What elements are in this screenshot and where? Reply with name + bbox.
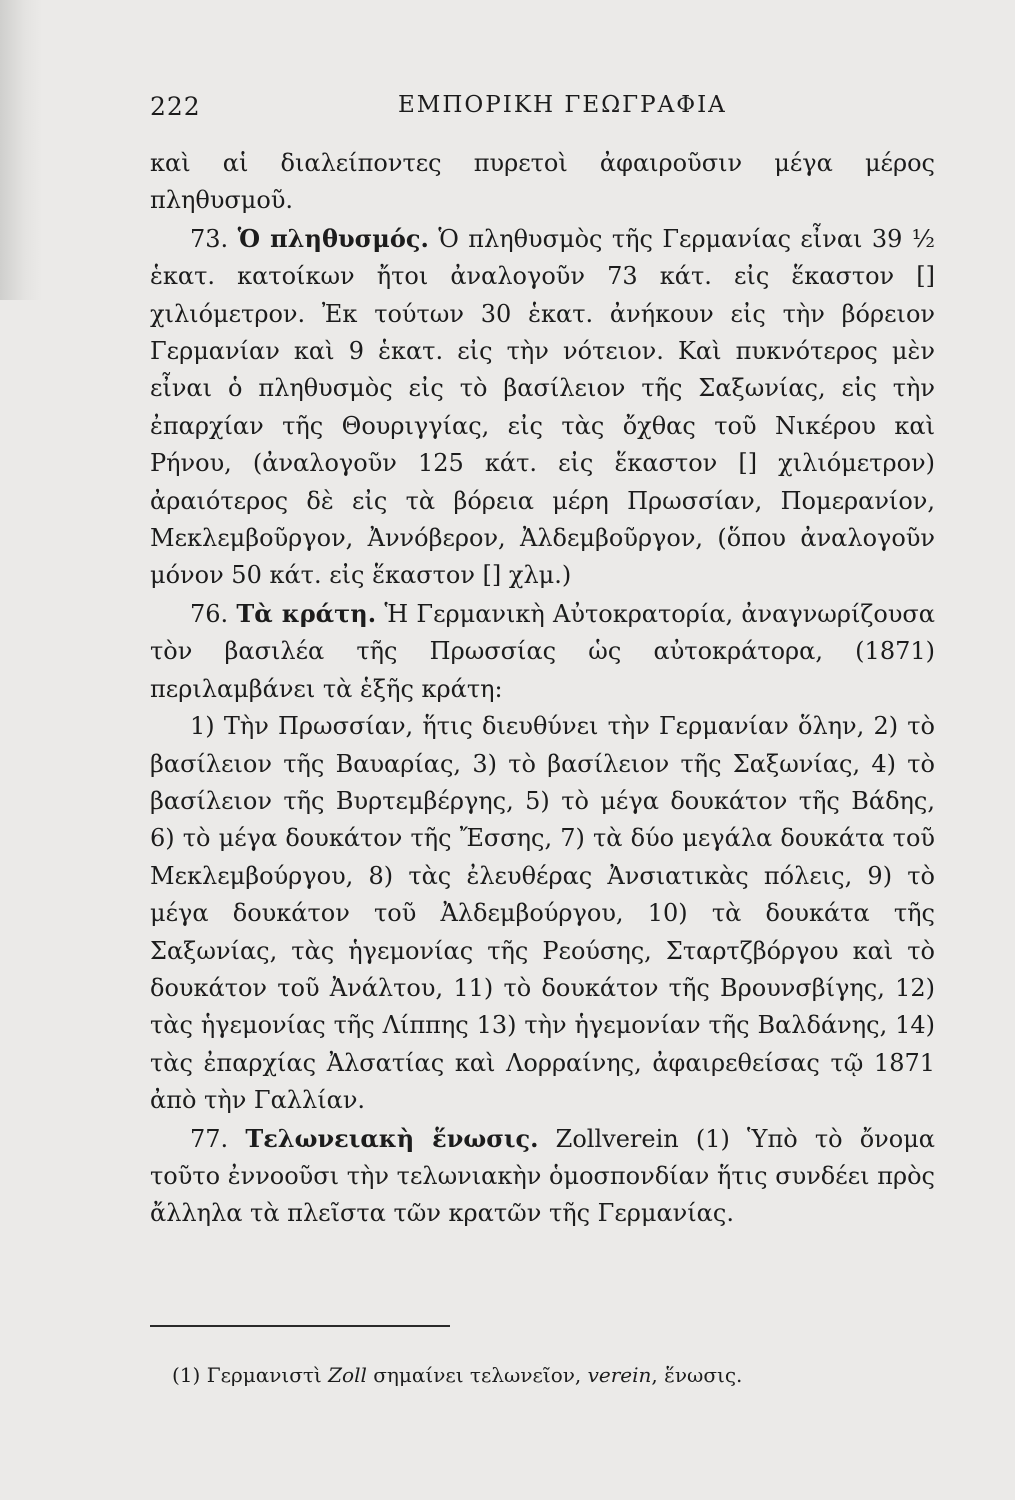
paragraph-text: Zollverein (1) Ὑπὸ τὸ ὄνομα τοῦτο ἐννοοῦσι τὴν τελωνιακὴν ὁμοσπονδίαν ἥτις συνδέει πρὸς ἄλληλα τὰ πλεῖστα τῶν κρατῶν τῆς Γερμανίας. [150, 1124, 936, 1228]
footnote-text: σημαίνει τελωνεῖον, [366, 1363, 588, 1387]
paragraph-customs-union [150, 1120, 935, 1233]
page-number: 222 [150, 92, 201, 121]
paragraph-text: 1) Τὴν Πρωσσίαν, ἥτις διευθύνει τὴν Γερμανίαν ὅλην, 2) τὸ βασίλειον τῆς Βαυαρίας, 3) τὸ βασίλειον τῆς Σαξωνίας, 4) τὸ βασίλειον τῆς Βυρτεμβέργης, 5) τὸ μέγα δουκάτον τῆς Βάδης, 6) τὸ μέγα δουκάτον τῆς Ἔσσης, 7) τὰ δύο μεγάλα δουκάτα τοῦ Μεκλεμβούργου, 8) τὰς ἐλευθέρας Ἀνσιατικὰς πόλεις, 9) τὸ μέγα δουκάτον τοῦ Ἀλδεμβούργου, 10) τὰ δουκάτα τῆς Σαξωνίας, τὰς ἡγεμονίας τῆς Ρεούσης, Σταρτζβόργου καὶ τὸ δουκάτον τοῦ Ἀνάλτου, 11) τὸ δουκάτον τῆς Βρουνσβίγης, 12) τὰς ἡγεμονίας τῆς Λίππης 13) τὴν ἡγεμονίαν τῆς Βαλδάνης, 14) τὰς ἐπαρχίας Ἀλσατίας καὶ Λορραίνης, ἀφαιρεθείσας τῷ 1871 ἀπὸ τὴν Γαλλίαν. [150, 712, 935, 1115]
section-title: Ὁ πληθυσμός. [237, 223, 429, 253]
footnote [172, 1362, 932, 1388]
section-number: 76. [190, 599, 237, 628]
page-shadow [0, 0, 42, 300]
paragraph-population [150, 220, 935, 595]
footnote-text: Γερμανιστὶ [200, 1363, 329, 1387]
paragraph-text: Ὁ πληθυσμὸς τῆς Γερμανίας εἶναι 39 ½ ἑκατ. κατοίκων ἤτοι ἀναλογοῦν 73 κάτ. εἰς ἕκαστον [] χιλιόμετρον. Ἐκ τούτων 30 ἑκατ. ἀνήκουν εἰς τὴν βόρειον Γερμανίαν καὶ 9 ἑκατ. εἰς τὴν νότειον. Καὶ πυκνότερος μὲν εἶναι ὁ πληθυσμὸς εἰς τὸ βασίλειον τῆς Σαξωνίας, εἰς τὴν ἐπαρχίαν τῆς Θουριγγίας, εἰς τὰς ὄχθας τοῦ Νικέρου καὶ Ρήνου, (ἀναλογοῦν 125 κάτ. εἰς ἕκαστον [] χιλιόμετρον) ἀραιότερος δὲ εἰς τὰ βόρεια μέρη Πρωσσίαν, Πομερανίον, Μεκλεμβοῦργον, Ἀννόβερον, Ἀλδεμβοῦργον, (ὅπου ἀναλογοῦν μόνον 50 κάτ. εἰς ἕκαστον [] χλμ.) [150, 224, 936, 590]
page-header [150, 92, 930, 132]
footnote-term-verein: verein [587, 1363, 652, 1387]
paragraph-states-list [150, 708, 935, 1119]
footnote-rule [150, 1325, 450, 1327]
section-title: Τὰ κράτη. [236, 598, 377, 628]
paragraph-text: Ἡ Γερμανικὴ Αὐτοκρατορία, ἀναγνωρίζουσα τὸν βασιλέα τῆς Πρωσσίας ὡς αὐτοκράτορα, (1871) περιλαμβάνει τὰ ἑξῆς κράτη: [150, 599, 936, 703]
paragraph-text: καὶ αἱ διαλείποντες πυρετοὶ ἀφαιροῦσιν μέγα μέρος πληθυσμοῦ. [150, 149, 935, 215]
running-title: ΕΜΠΟΡΙΚΗ ΓΕΩΓΡΑΦΙΑ [398, 92, 727, 118]
footnote-text: , ἕνωσις. [651, 1363, 743, 1387]
section-title: Τελωνειακὴ ἕνωσις. [245, 1123, 539, 1153]
paragraph-continuation [150, 145, 935, 220]
footnote-term-zoll: Zoll [328, 1363, 367, 1387]
section-number: 77. [190, 1124, 246, 1153]
footnote-marker: (1) [172, 1363, 201, 1387]
main-text [150, 145, 935, 1233]
paragraph-states [150, 595, 935, 708]
section-number: 73. [190, 224, 238, 253]
